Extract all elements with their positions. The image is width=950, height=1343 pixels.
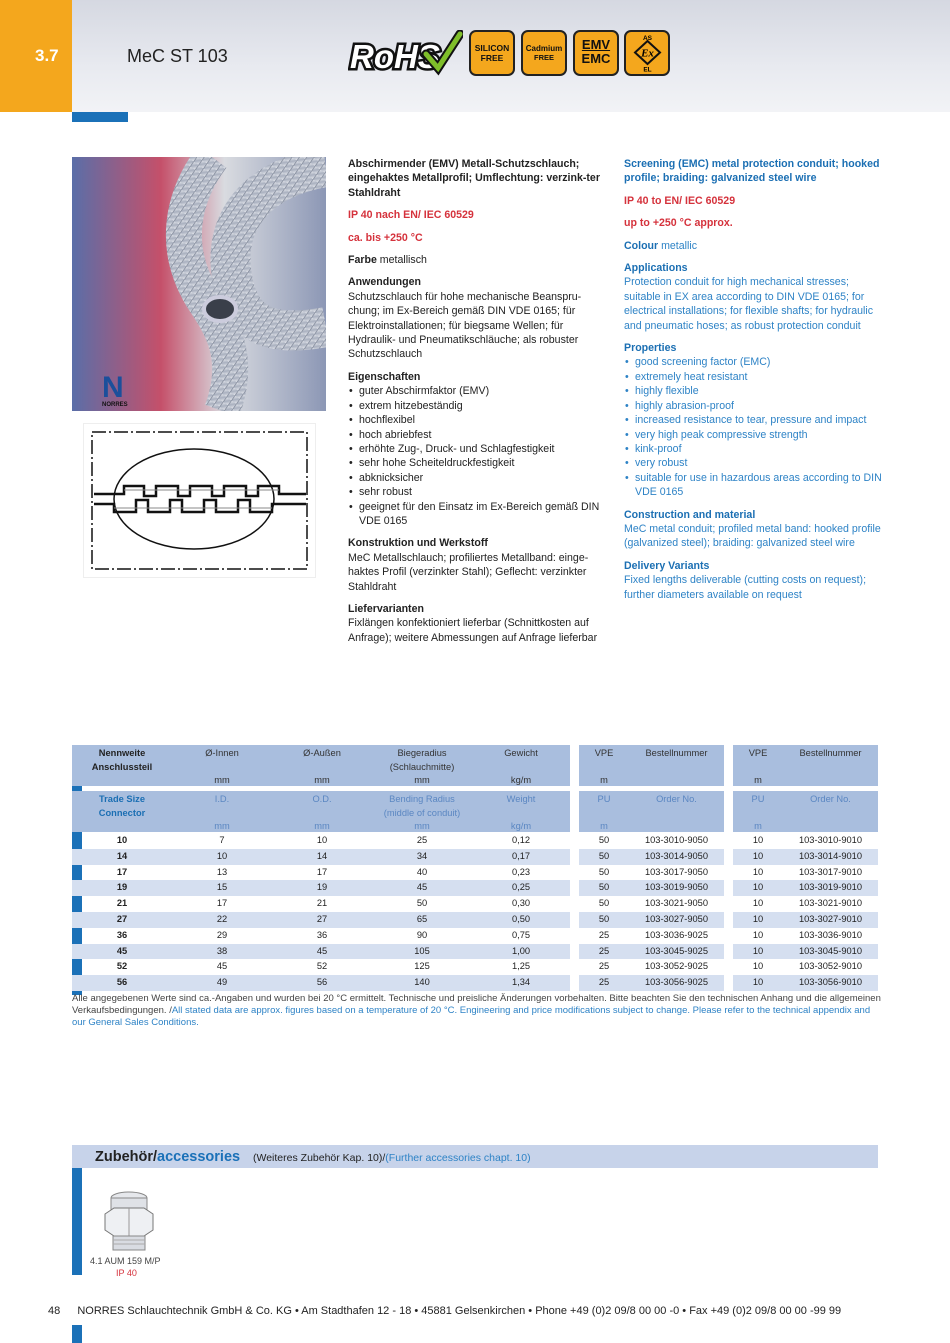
table-row	[72, 959, 878, 975]
unit-weight-en: kg/m	[510, 821, 532, 831]
note-de: Alle angegebenen Werte sind ca.-Angaben und wurden bei 20 °C ermittelt. Technische und preisliche Änderungen vorbehalten. Bitte beachten Sie den technischen Anhang und die allgemeinen Verkaufsbedingungen. /	[72, 993, 881, 1016]
cell-weight: 1,25	[511, 961, 531, 972]
cell-order-no: 103-3036-9025	[644, 929, 709, 940]
list-item: • good screening factor (EMC)	[624, 355, 886, 369]
cell-order-no: 103-3027-9050	[644, 914, 709, 924]
col-head-order2-en: Order No.	[810, 794, 851, 804]
cell-weight: 1,00	[511, 945, 531, 956]
list-item: • abknicksicher	[348, 471, 604, 485]
cell-order-no: 103-3017-9050	[644, 866, 709, 877]
de-temperature: ca. bis +250 °C	[348, 231, 423, 244]
unit-bend: mm	[414, 775, 430, 785]
svg-text:EL: EL	[642, 66, 652, 73]
en-delivery-heading: Delivery Variants	[624, 559, 710, 572]
cell-size: 56	[116, 977, 128, 988]
cell-bend-radius: 140	[414, 977, 430, 988]
unit-pu2: m	[754, 775, 762, 785]
accessory-label: 4.1 AUM 159 M/P	[90, 1256, 161, 1266]
svg-text:N: N	[102, 371, 124, 404]
en-colour-value: metallic	[658, 239, 697, 252]
list-item: • extrem hitzebeständig	[348, 399, 604, 413]
unit-weight: kg/m	[510, 775, 532, 785]
table-row	[72, 880, 878, 896]
cell-pu: 10	[752, 945, 764, 956]
cell-pu: 50	[598, 850, 610, 861]
table-row	[72, 849, 878, 865]
cell-order-no: 103-3014-9010	[798, 850, 863, 861]
cell-inner-diameter: 7	[219, 835, 225, 845]
cell-pu: 50	[598, 866, 610, 877]
cell-pu: 50	[598, 914, 610, 924]
cell-pu: 10	[752, 850, 764, 861]
accessory-ip: IP 40	[116, 1268, 137, 1278]
table-row	[72, 912, 878, 928]
cell-outer-diameter: 19	[316, 882, 328, 893]
col-head-connector: Anschlussteil	[91, 762, 153, 772]
cell-bend-radius: 50	[416, 898, 428, 909]
cell-weight: 0,17	[511, 850, 531, 861]
cell-order-no: 103-3056-9025	[644, 977, 709, 988]
cell-size: 36	[116, 929, 128, 940]
cell-outer-diameter: 52	[316, 961, 328, 972]
svg-text:AS: AS	[642, 35, 652, 42]
cell-order-no: 103-3045-9010	[798, 945, 863, 956]
cell-weight: 0,25	[511, 882, 531, 893]
de-properties-list	[348, 384, 604, 528]
table-row	[72, 944, 878, 960]
table-row	[72, 896, 878, 912]
de-ip-rating: IP 40 nach EN/ IEC 60529	[348, 209, 474, 222]
cell-pu: 25	[598, 961, 610, 972]
de-properties-heading: Eigenschaften	[348, 370, 421, 383]
cell-pu: 25	[598, 929, 610, 940]
accessories-title: Zubehör/accessories	[95, 1149, 241, 1165]
cell-order-no: 103-3052-9025	[644, 961, 709, 972]
en-ip-rating: IP 40 to EN/ IEC 60529	[624, 194, 736, 207]
silicon-free-badge: SILICON FREE	[469, 30, 515, 76]
de-delivery-heading: Liefervarianten	[348, 602, 424, 615]
list-item: • guter Abschirmfaktor (EMV)	[348, 384, 604, 398]
list-item: • increased resistance to tear, pressure and impact	[624, 413, 886, 427]
col-head-id: Ø-Innen	[205, 748, 239, 758]
cell-outer-diameter: 36	[316, 929, 328, 940]
english-description	[624, 157, 886, 610]
list-item: • very high peak compressive strength	[624, 428, 886, 442]
cell-size: 19	[116, 882, 128, 893]
cell-size: 14	[116, 850, 128, 861]
col-head-order1: Bestellnummer	[645, 748, 708, 758]
cell-bend-radius: 125	[414, 961, 430, 972]
cell-bend-radius: 25	[416, 835, 428, 845]
cell-pu: 25	[598, 945, 610, 956]
cell-weight: 0,23	[511, 866, 531, 877]
list-item: • hochflexibel	[348, 413, 604, 427]
cell-pu: 50	[598, 835, 610, 845]
cell-order-no: 103-3010-9010	[798, 835, 863, 845]
footer	[48, 1305, 841, 1317]
de-lead: Abschirmender (EMV) Metall-Schutzschlauch; eingehaktes Metallprofil; Umflechtung: verzink-ter Stahldraht	[348, 158, 600, 199]
cell-bend-radius: 65	[416, 914, 428, 924]
cell-order-no: 103-3036-9010	[798, 929, 863, 940]
unit-bend-en: mm	[414, 821, 430, 831]
list-item: • highly abrasion-proof	[624, 399, 886, 413]
de-colour-label: Farbe	[348, 254, 377, 267]
en-lead: Screening (EMC) metal protection conduit; hooked profile; braiding: galvanized steel wire	[624, 158, 880, 185]
german-description	[348, 157, 604, 653]
cell-order-no: 103-3021-9050	[644, 898, 709, 909]
cell-outer-diameter: 56	[316, 977, 328, 988]
rohs-logo	[348, 30, 463, 78]
col-head-bend-sub-en: (middle of conduit)	[383, 808, 461, 818]
header-accent-bar	[72, 112, 128, 122]
cell-pu: 10	[752, 961, 764, 972]
col-head-size-en: Trade Size	[99, 794, 145, 804]
cell-inner-diameter: 29	[216, 929, 228, 940]
cell-order-no: 103-3017-9010	[798, 866, 863, 877]
unit-od-en: mm	[314, 821, 330, 831]
en-delivery-text: Fixed lengths deliverable (cutting costs on request); further diameters available on request	[624, 574, 867, 601]
note-en: All stated data are approx. figures based on a temperature of 20 °C. Engineering and price modifications subject to change. Please refer to the technical appendix and our General Sales Conditions.	[72, 1005, 871, 1028]
unit-od: mm	[314, 775, 330, 785]
de-construction-heading: Konstruktion und Werkstoff	[348, 537, 488, 550]
col-head-bend-sub: (Schlauchmitte)	[389, 762, 455, 772]
list-item: • hoch abriebfest	[348, 428, 604, 442]
cell-pu: 10	[752, 977, 764, 988]
cell-pu: 25	[598, 977, 610, 988]
col-head-od-en: O.D.	[312, 794, 332, 804]
col-head-weight: Gewicht	[504, 748, 538, 758]
cell-size: 52	[116, 961, 128, 972]
cell-weight: 0,30	[511, 898, 531, 909]
de-applications-heading: Anwendungen	[348, 276, 421, 289]
page-title: MeC ST 103	[127, 46, 228, 66]
ex-atex-badge	[624, 30, 670, 76]
cell-bend-radius: 105	[414, 945, 430, 956]
cell-pu: 10	[752, 866, 764, 877]
col-head-pu2-en: PU	[751, 794, 765, 804]
cell-weight: 0,75	[511, 929, 531, 940]
unit-pu1: m	[600, 775, 608, 785]
svg-text:NORRES: NORRES	[102, 402, 128, 408]
en-properties-heading: Properties	[624, 342, 677, 355]
list-item: • extremely heat resistant	[624, 370, 886, 384]
col-head-connector-en: Connector	[98, 808, 146, 818]
cell-weight: 0,12	[511, 835, 531, 845]
footer-address: NORRES Schlauchtechnik GmbH & Co. KG • Am Stadthafen 12 - 18 • 45881 Gelsenkirchen • Phone +49 (0)2 09/8 00 00 -0 • Fax +49 (0)2 09/8 00 00 -99 99	[77, 1305, 842, 1317]
list-item: • sehr robust	[348, 485, 604, 499]
cell-outer-diameter: 21	[316, 898, 328, 909]
col-head-order2: Bestellnummer	[799, 748, 862, 758]
cell-order-no: 103-3052-9010	[798, 961, 863, 972]
en-temperature: up to +250 °C approx.	[624, 217, 733, 230]
cell-pu: 10	[752, 914, 764, 924]
col-head-od: Ø-Außen	[303, 748, 341, 758]
col-head-id-en: I.D.	[214, 794, 230, 804]
cell-pu: 50	[598, 898, 610, 909]
list-item: • highly flexible	[624, 384, 886, 398]
cell-order-no: 103-3027-9010	[798, 914, 863, 924]
cadmium-free-badge: Cadmium FREE	[521, 30, 567, 76]
de-delivery-text: Fixlängen konfektioniert lieferbar (Schnittkosten auf Anfrage); weitere Abmessungen auf Anfrage lieferbar	[348, 617, 598, 644]
cell-pu: 50	[598, 882, 610, 893]
cell-outer-diameter: 14	[316, 850, 328, 861]
table-row	[72, 833, 878, 849]
en-properties-list	[624, 355, 886, 499]
col-head-pu1: VPE	[594, 748, 614, 758]
cell-inner-diameter: 13	[216, 866, 228, 877]
cell-inner-diameter: 45	[216, 961, 228, 972]
rohs-text: RoHS	[350, 38, 440, 75]
unit-pu1-en: m	[600, 821, 608, 831]
product-photo	[72, 157, 326, 411]
table-row	[72, 865, 878, 881]
col-head-bend: Biegeradius	[397, 748, 447, 758]
en-applications-heading: Applications	[624, 262, 688, 275]
col-head-order1-en: Order No.	[656, 794, 697, 804]
page-number: 48	[48, 1305, 61, 1317]
en-colour-label: Colour	[624, 239, 659, 252]
cell-outer-diameter: 10	[316, 835, 328, 845]
cell-size: 21	[116, 898, 128, 909]
cell-inner-diameter: 49	[216, 977, 228, 988]
cell-inner-diameter: 17	[216, 898, 228, 909]
de-applications-text: Schutzschlauch für hohe mechanische Beanspru-chung; im Ex-Bereich gemäß DIN VDE 0165; für Elektroinstallationen; für biegsame Wellen; für Hydraulik- und Pneumatikschläuche; als robuster Schutzschlauch	[348, 290, 582, 361]
cell-weight: 1,34	[511, 977, 531, 988]
cell-pu: 10	[752, 882, 764, 893]
cross-section-drawing	[83, 423, 316, 578]
accessories-subtitle: (Weiteres Zubehör Kap. 10)/(Further accessories chapt. 10)	[253, 1152, 531, 1164]
list-item: • very robust	[624, 456, 886, 470]
col-head-pu2: VPE	[748, 748, 768, 758]
cell-size: 10	[116, 835, 128, 845]
emv-emc-badge: EMV EMC	[573, 30, 619, 76]
list-item: • sehr hohe Scheiteldruckfestigkeit	[348, 456, 604, 470]
en-applications-text: Protection conduit for high mechanical stresses; suitable in EX area according to DIN VDE 0165; for electrical installations; for flexible shafts; for hydraulic and pneumatic hoses; as robust protection conduit	[624, 276, 874, 332]
col-head-weight-en: Weight	[506, 794, 536, 804]
de-colour-value: metallisch	[376, 254, 427, 267]
col-head-size: Nennweite	[98, 748, 146, 758]
cell-order-no: 103-3045-9025	[644, 945, 709, 956]
cell-inner-diameter: 15	[216, 882, 228, 893]
cell-size: 45	[116, 945, 128, 956]
cell-outer-diameter: 45	[316, 945, 328, 956]
en-construction-text: MeC metal conduit; profiled metal band: hooked profile (galvanized steel); braiding: galvanized steel wire	[624, 522, 881, 550]
norres-logo	[102, 371, 132, 408]
cell-bend-radius: 34	[416, 850, 428, 861]
table-row	[72, 975, 878, 991]
footer-side-bar	[72, 1325, 82, 1343]
cell-inner-diameter: 10	[216, 850, 228, 861]
table-row	[72, 928, 878, 944]
en-construction-heading: Construction and material	[624, 508, 756, 521]
cell-inner-diameter: 38	[216, 945, 228, 956]
col-head-bend-en: Bending Radius	[389, 794, 455, 804]
cell-outer-diameter: 27	[316, 914, 328, 924]
cell-outer-diameter: 17	[316, 866, 328, 877]
cell-bend-radius: 45	[416, 882, 428, 893]
cell-bend-radius: 90	[416, 929, 428, 940]
list-item: • geeignet für den Einsatz im Ex-Bereich gemäß DIN VDE 0165	[348, 500, 604, 529]
cell-weight: 0,50	[511, 914, 531, 924]
cell-order-no: 103-3021-9010	[798, 898, 863, 909]
list-item: • kink-proof	[624, 442, 886, 456]
cell-size: 17	[116, 866, 128, 877]
cell-order-no: 103-3010-9050	[644, 835, 709, 845]
unit-pu2-en: m	[754, 821, 762, 831]
chapter-number: 3.7	[0, 0, 72, 112]
svg-text:Ex: Ex	[640, 47, 654, 60]
list-item: • suitable for use in hazardous areas according to DIN VDE 0165	[624, 471, 886, 500]
unit-id-en: mm	[214, 821, 230, 831]
cell-pu: 10	[752, 898, 764, 909]
gland-connector-image	[100, 1190, 158, 1252]
cell-order-no: 103-3019-9010	[798, 882, 863, 893]
unit-id: mm	[214, 775, 230, 785]
de-construction-text: MeC Metallschlauch; profiliertes Metallband: einge-haktes Profil (verzinkter Stahl); Geflecht: verzinkter Stahldraht	[348, 551, 589, 593]
cell-order-no: 103-3014-9050	[644, 850, 709, 861]
disclaimer-note	[72, 993, 882, 1029]
cell-order-no: 103-3019-9050	[644, 882, 709, 893]
cell-order-no: 103-3056-9010	[798, 977, 863, 988]
cell-bend-radius: 40	[416, 866, 428, 877]
col-head-pu1-en: PU	[597, 794, 611, 804]
cell-pu: 10	[752, 929, 764, 940]
list-item: • erhöhte Zug-, Druck- und Schlagfestigkeit	[348, 442, 604, 456]
cell-size: 27	[116, 914, 128, 924]
cell-inner-diameter: 22	[216, 914, 228, 924]
cell-pu: 10	[752, 835, 764, 845]
